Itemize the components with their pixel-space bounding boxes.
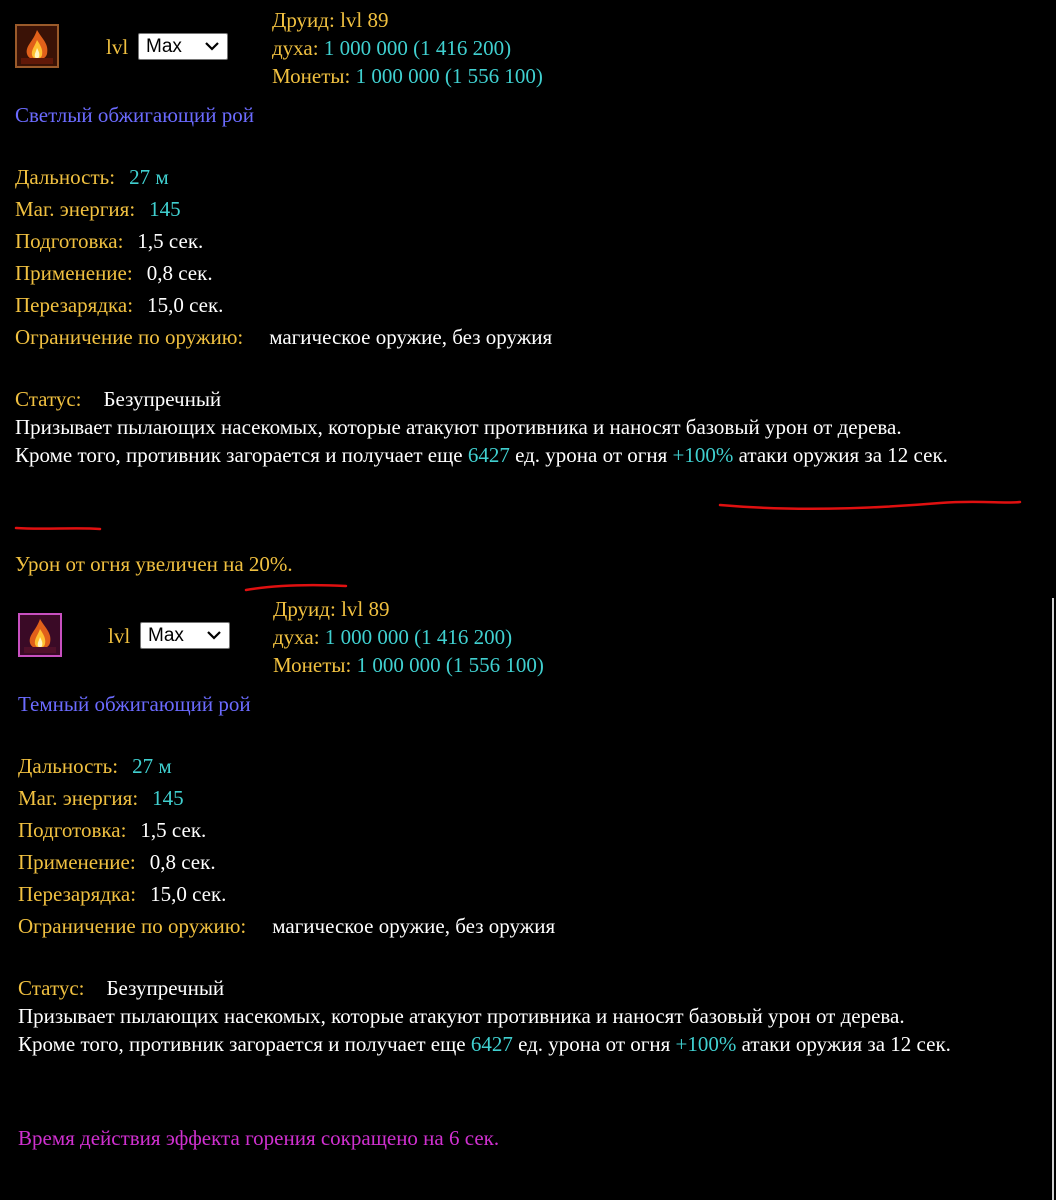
coins-label: Монеты: bbox=[273, 653, 352, 677]
class-value: lvl 89 bbox=[340, 8, 389, 32]
skill-description: Призывает пылающих насекомых, которые атакуют противника и наносят базовый урон от дерева. Кроме того, противник загорается и получает еще 6427 ед. урона от огня +100% атаки оружия за 12 сек. bbox=[15, 415, 948, 467]
level-label: lvl bbox=[106, 35, 129, 59]
spirit-value: 1 000 000 (1 416 200) bbox=[323, 36, 512, 60]
skill-stats bbox=[18, 752, 555, 944]
skill-status: Статус: Безупречный bbox=[15, 387, 222, 411]
skill-header bbox=[0, 589, 1056, 684]
stat-mana: Маг. энергия: 145 bbox=[15, 197, 181, 221]
skill-description: Призывает пылающих насекомых, которые атакуют противника и наносят базовый урон от дерева. Кроме того, противник загорается и получает еще 6427 ед. урона от огня +100% атаки оружия за 12 сек. bbox=[18, 1004, 951, 1056]
stat-mana: Маг. энергия: 145 bbox=[18, 786, 184, 810]
level-select[interactable] bbox=[140, 622, 230, 649]
skill-card-light bbox=[0, 0, 1056, 576]
level-select-value: Max bbox=[146, 36, 182, 57]
stat-cast: Применение: 0,8 сек. bbox=[18, 850, 216, 874]
skill-name: Темный обжигающий рой bbox=[18, 692, 251, 716]
coins-value: 1 000 000 (1 556 100) bbox=[356, 653, 544, 677]
stat-weapon: Ограничение по оружию: магическое оружие, без оружия bbox=[15, 325, 553, 349]
weapon-attack-pct: +100% bbox=[672, 443, 734, 467]
level-select[interactable] bbox=[138, 33, 228, 60]
stat-range: Дальность: 27 м bbox=[18, 754, 172, 778]
skill-card-dark bbox=[0, 589, 1056, 1150]
class-label: Друид: bbox=[272, 8, 335, 32]
class-label: Друид: bbox=[273, 597, 336, 621]
stat-prepare: Подготовка: 1,5 сек. bbox=[15, 229, 204, 253]
coins-value: 1 000 000 (1 556 100) bbox=[355, 64, 543, 88]
skill-stats bbox=[15, 163, 552, 355]
stat-weapon: Ограничение по оружию: магическое оружие, без оружия bbox=[18, 914, 556, 938]
chevron-down-icon bbox=[204, 36, 220, 56]
stat-cooldown: Перезарядка: 15,0 сек. bbox=[15, 293, 224, 317]
stat-range: Дальность: 27 м bbox=[15, 165, 169, 189]
skill-bonus: Урон от огня увеличен на 20%. bbox=[15, 552, 293, 576]
stat-cast: Применение: 0,8 сек. bbox=[15, 261, 213, 285]
level-select-value: Max bbox=[148, 625, 184, 646]
fire-swarm-icon bbox=[18, 613, 62, 657]
player-info bbox=[273, 595, 544, 679]
skill-status: Статус: Безупречный bbox=[18, 976, 225, 1000]
spirit-label: духа: bbox=[273, 625, 320, 649]
class-value: lvl 89 bbox=[341, 597, 390, 621]
stat-prepare: Подготовка: 1,5 сек. bbox=[18, 818, 207, 842]
spirit-value: 1 000 000 (1 416 200) bbox=[324, 625, 513, 649]
spirit-label: духа: bbox=[272, 36, 319, 60]
level-label: lvl bbox=[108, 624, 131, 648]
weapon-attack-pct: +100% bbox=[675, 1032, 737, 1056]
scrollbar-divider bbox=[1052, 598, 1054, 1200]
damage-value: 6427 bbox=[467, 443, 510, 467]
skill-bonus: Время действия эффекта горения сокращено на 6 сек. bbox=[18, 1126, 500, 1150]
coins-label: Монеты: bbox=[272, 64, 351, 88]
chevron-down-icon bbox=[206, 625, 222, 645]
damage-value: 6427 bbox=[470, 1032, 513, 1056]
player-info bbox=[272, 6, 543, 90]
fire-swarm-icon bbox=[15, 24, 59, 68]
stat-cooldown: Перезарядка: 15,0 сек. bbox=[18, 882, 227, 906]
skill-name: Светлый обжигающий рой bbox=[15, 103, 255, 127]
skill-header bbox=[0, 0, 1056, 95]
